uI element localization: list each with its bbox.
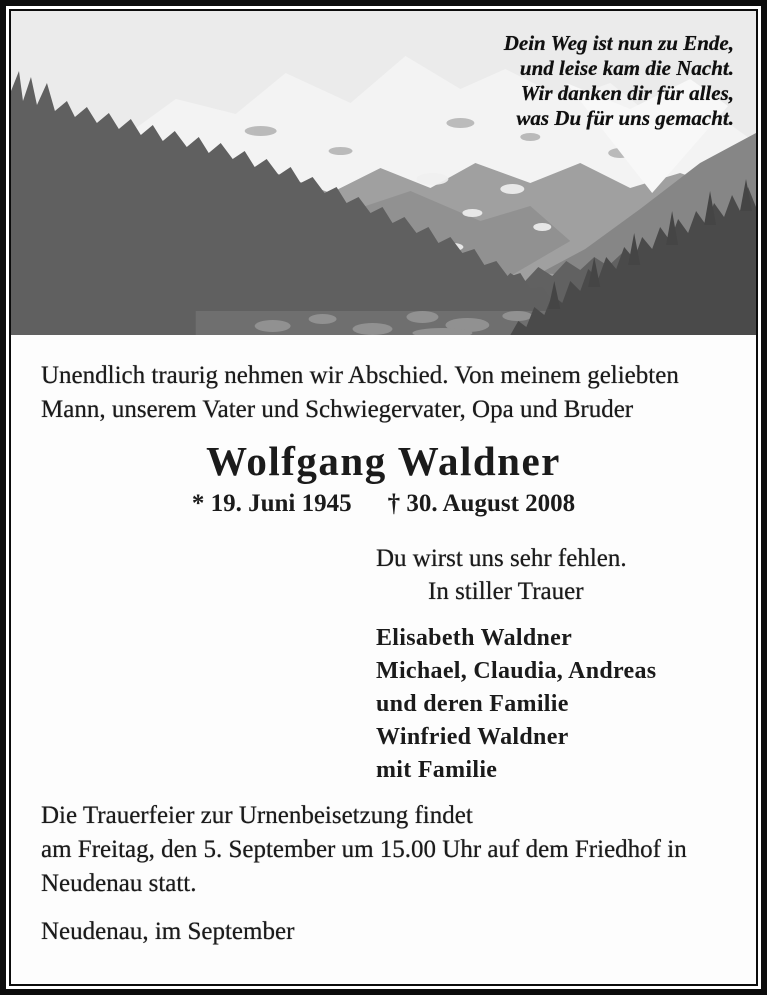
funeral-line: am Freitag, den 5. September um 15.00 Uhr auf dem Friedhof in (41, 836, 687, 863)
life-dates (11, 487, 756, 520)
poem-line: was Du für uns gemacht. (516, 106, 734, 130)
farewell-block (376, 542, 756, 608)
intro-line: Mann, unserem Vater und Schwiegervater, Opa und Bruder (41, 396, 634, 423)
death-date: † 30. August 2008 (387, 490, 576, 517)
mourner-line: Winfried Waldner (376, 724, 569, 750)
poem-line: Wir danken dir für alles, (520, 81, 734, 105)
deceased-name: Wolfgang Waldner (206, 438, 561, 484)
funeral-line: Neudenau statt. (41, 870, 197, 897)
funeral-line: Die Trauerfeier zur Urnenbeisetzung findet (41, 802, 473, 829)
birth-date: * 19. Juni 1945 (191, 490, 352, 517)
funeral-info (41, 799, 728, 901)
place-dateline: Neudenau, im September (41, 918, 295, 945)
obituary-card-inner-frame (9, 9, 758, 986)
mourner-line: mit Familie (376, 757, 498, 783)
mourner-line: Michael, Claudia, Andreas (376, 658, 657, 684)
poem-line: und leise kam die Nacht. (519, 56, 734, 80)
mourner-line: Elisabeth Waldner (376, 625, 573, 651)
poem-line: Dein Weg ist nun zu Ende, (503, 31, 734, 55)
in-stiller-trauer-line: In stiller Trauer (428, 578, 584, 605)
intro-paragraph (41, 359, 728, 427)
memorial-poem (504, 31, 734, 131)
memorial-photo (11, 11, 756, 335)
intro-line: Unendlich traurig nehmen wir Abschied. Von meinem geliebten (41, 362, 679, 389)
mourners-list (376, 622, 756, 787)
farewell-line: Du wirst uns sehr fehlen. (376, 545, 627, 572)
mourner-line: und deren Familie (376, 691, 569, 717)
